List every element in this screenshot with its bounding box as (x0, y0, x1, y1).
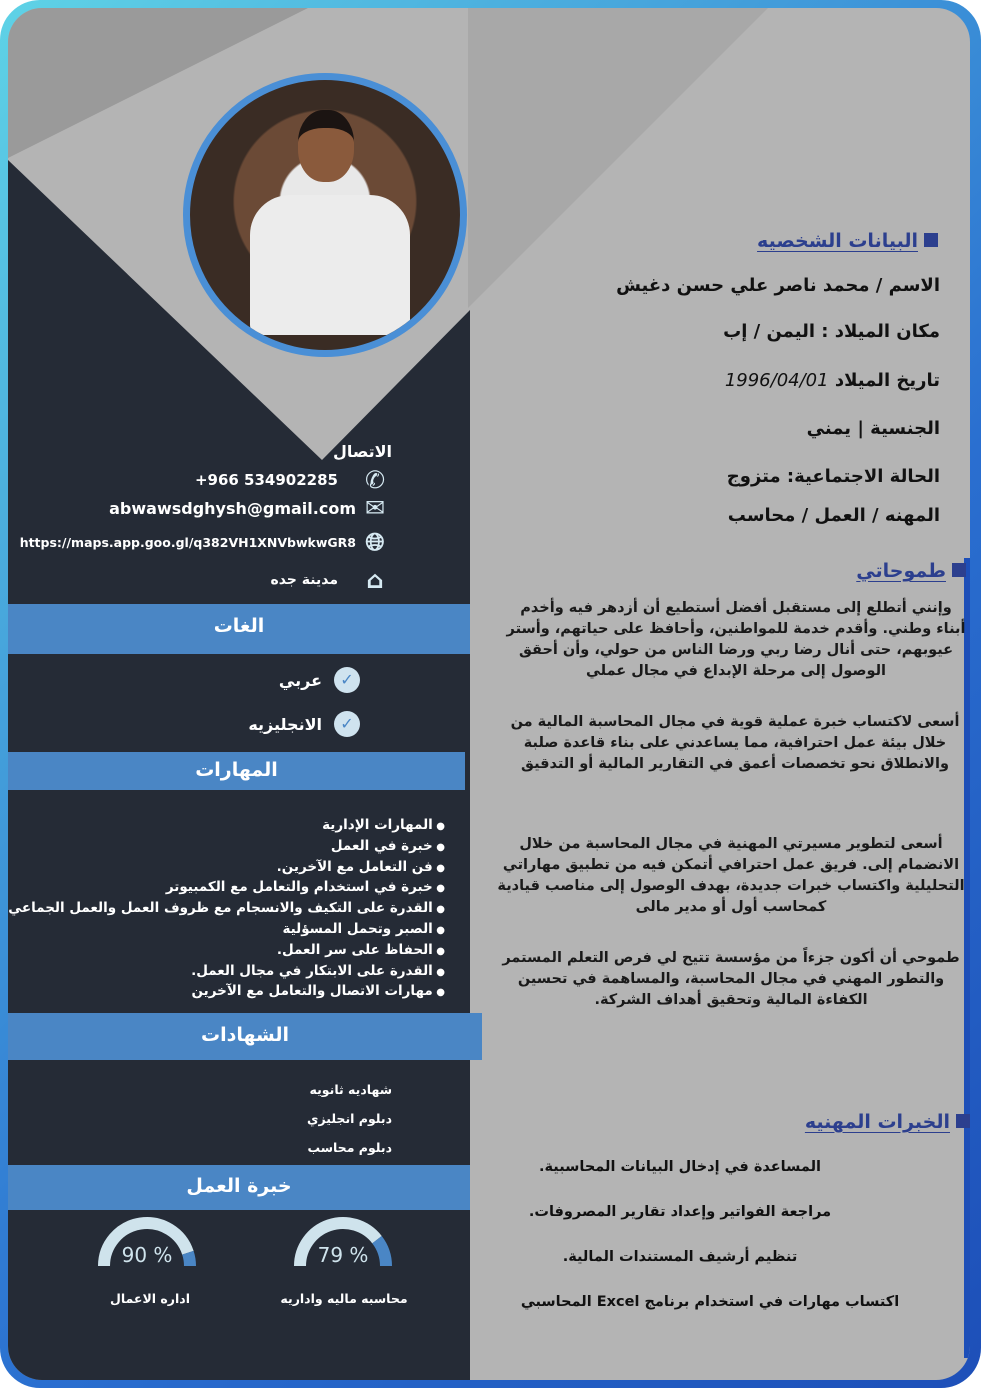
gauge-remainder (188, 1253, 190, 1266)
gauge-value: 90 % (121, 1243, 173, 1267)
heading-text: الخبرات المهنيه (804, 1111, 950, 1133)
square-bullet-icon (952, 563, 966, 577)
globe-icon: 🌐︎ (365, 528, 385, 556)
certificate-item: دبلوم انجليزي (307, 1111, 392, 1126)
home-icon: ⌂ (366, 566, 384, 594)
birthdate-value: 1996/04/01 (724, 370, 829, 391)
gauge-remainder (377, 1240, 386, 1266)
ambition-paragraph: أسعى لتطوير مسيرتي المهنية في مجال المحاسبة من خلال الانضمام إلى. فريق عمل احترافي أتمكن فيه من تطبيق مهاراتي التحليلية واكتساب خبرات جديدة، بهدف الوصول إلى مناصب قيادية كمحاسب أول أو مدير مالى (497, 836, 965, 915)
gauge-label: اداره الاعمال (110, 1291, 190, 1306)
skill-item: ● خبرة في العمل (8, 837, 445, 858)
marital-field: الحالة الاجتماعية: متزوج (726, 466, 940, 487)
skill-item: ● القدرة على الابتكار في مجال العمل. (8, 962, 445, 983)
language-label: الانجليزيه (248, 714, 322, 734)
certificates-header: الشهادات (8, 1013, 482, 1060)
skill-item: ● القدرة على التكيف والانسجام مع ظروف العمل والعمل الجماعي (8, 899, 445, 920)
email-text: abwawsdghysh@gmail.com (109, 498, 356, 518)
experience-item: مراجعة الفواتير وإعداد تقارير المصروفات. (528, 1204, 832, 1220)
square-bullet-icon (956, 1114, 970, 1128)
check-icon: ✓ (334, 667, 360, 693)
skill-item: ● فن التعامل مع الآخرين. (8, 858, 445, 879)
heading-text: طموحاتي (856, 560, 946, 582)
nationality-field: الجنسية | يمني (806, 418, 940, 439)
phone-icon: ✆ (364, 466, 386, 494)
skill-item: ● مهارات الاتصال والتعامل مع الآخرين (8, 982, 445, 1003)
skill-item: ● خبرة في استخدام والتعامل مع الكمبيوتر (8, 878, 445, 899)
experience-item: اكتساب مهارات في استخدام برنامج Excel المحاسبي (520, 1294, 900, 1310)
experience-item: المساعدة في إدخال البيانات المحاسبية. (538, 1159, 821, 1175)
skill-item: ● المهارات الإدارية (8, 816, 445, 837)
languages-header: الغات (8, 604, 470, 654)
gauge-label: محاسبه ماليه واداريه (280, 1291, 408, 1306)
phone-text: +966 534902285 (194, 471, 338, 489)
cv-page (8, 8, 970, 1380)
square-bullet-icon (924, 233, 938, 247)
birthdate-label: تاريخ الميلاد (834, 370, 940, 391)
skill-item: ● الصبر وتحمل المسؤلية (8, 920, 445, 941)
skill-item: ● الحفاظ على سر العمل. (8, 941, 445, 962)
ambitions-heading (856, 560, 966, 582)
ambition-paragraph: أسعى لاكتساب خبرة عملية قوية في مجال المحاسبة المالية من خلال بيئة عمل احترافية، مما يساعدني على بناء قاعدة صلبة والانطلاق نحو تخصصات أعمق في التقارير المالية أو التدقيق (510, 714, 960, 772)
gauge-value: 79 % (317, 1243, 369, 1267)
website-text: https://maps.app.goo.gl/q382VH1XNVbwkwGR8 (19, 534, 356, 550)
birthplace-field: مكان الميلاد : اليمن / إب (723, 321, 940, 342)
skills-header: المهارات (8, 752, 465, 790)
name-field: الاسم / محمد ناصر علي حسن دغيش (616, 275, 940, 296)
work-experience-header: خبرة العمل (8, 1165, 470, 1210)
personal-heading (757, 230, 938, 252)
contact-title: الاتصال (332, 442, 392, 461)
language-label: عربي (278, 670, 322, 690)
ambition-paragraph: وإنني أتطلع إلى مستقبل أفضل أستطيع أن أزدهر فيه وأخدم أبناء وطني. وأقدم خدمة للمواطنين، وأحافظ على حياتهم، وأستر عيوبهم، حتى أنال رضا ربي ورضا الناس من حولي، وأن أحقق الوصول إلى مرحلة الإبداع في مجال عملي (506, 600, 966, 679)
birthdate-field (725, 370, 940, 391)
city-text: مدينة جده (270, 572, 338, 588)
experience-heading (805, 1111, 970, 1133)
experience-item: تنظيم أرشيف المستندات المالية. (562, 1249, 798, 1265)
heading-text: البيانات الشخصيه (757, 230, 918, 252)
certificate-item: شهاديه ثانويه (309, 1082, 392, 1097)
envelope-icon: ✉ (364, 494, 386, 522)
ambition-paragraph: طموحي أن أكون جزءاً من مؤسسة تتيح لي فرص التعلم المستمر والتطور المهني في مجال المحاسبة، والمساهمة في تحسين الكفاءة المالية وتحقيق أهداف الشركة. (502, 950, 960, 1008)
certificate-item: دبلوم محاسب (307, 1140, 392, 1155)
profession-field: المهنه / العمل / محاسب (727, 505, 940, 526)
check-icon: ✓ (334, 711, 360, 737)
